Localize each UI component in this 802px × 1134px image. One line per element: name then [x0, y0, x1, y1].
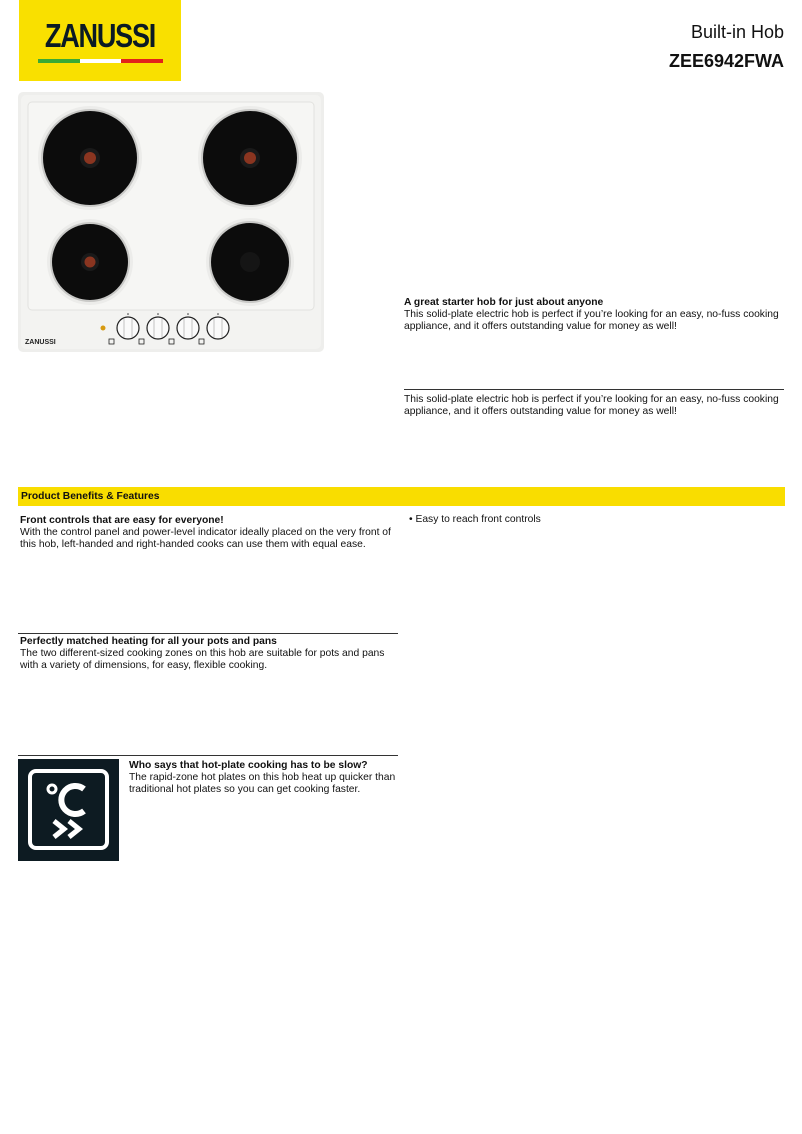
document-type: Built-in Hob — [690, 22, 784, 42]
feature-rapid-zone — [129, 760, 399, 797]
panel-brand-label: ZANUSSI — [25, 339, 56, 346]
intro-block — [404, 297, 784, 334]
cooking-zone-front-left — [47, 219, 133, 305]
feature-title: Perfectly matched heating for all your pots and pans — [20, 636, 277, 647]
product-image — [18, 92, 324, 352]
feature-body: The rapid-zone hot plates on this hob heat up quicker than traditional hot plates so you can get cooking faster. — [129, 772, 396, 796]
feature-title: Who says that hot-plate cooking has to be slow? — [129, 760, 368, 771]
stripe-white — [80, 59, 122, 63]
feature-body: With the control panel and power-level indicator ideally placed on the very front of this hob, left-handed and right-handed cooks can use them with equal ease. — [20, 527, 391, 551]
section-heading-band — [18, 487, 785, 506]
model-number: ZEE6942FWA — [668, 51, 784, 71]
feature-bullets — [409, 514, 541, 526]
bullet-item: • Easy to reach front controls — [409, 514, 541, 525]
power-indicator-light — [101, 326, 106, 331]
rapid-heat-celsius-icon — [18, 759, 119, 861]
zanussi-logo — [19, 0, 181, 81]
cooking-zone-front-right — [206, 218, 294, 306]
feature-front-controls — [20, 515, 398, 552]
stripe-green — [38, 59, 80, 63]
feature-divider — [18, 755, 398, 756]
logo-wordmark: ZANUSSI — [44, 17, 156, 54]
intro-body-repeat: This solid-plate electric hob is perfect if you’re looking for an easy, no-fuss cooking appliance, and it offers outstanding value for money as well! — [404, 394, 779, 418]
logo-tricolor-stripe — [38, 59, 163, 63]
hob-illustration — [18, 92, 324, 352]
intro-divider — [404, 389, 784, 390]
intro-title: A great starter hob for just about anyone — [404, 297, 604, 308]
feature-matched-heating — [20, 636, 398, 673]
section-heading: Product Benefits & Features — [21, 491, 160, 502]
cooking-zone-rear-left — [38, 106, 142, 210]
feature-title: Front controls that are easy for everyone! — [20, 515, 224, 526]
feature-body: The two different-sized cooking zones on this hob are suitable for pots and pans with a variety of dimensions, for easy, flexible cooking. — [20, 648, 385, 672]
stripe-red — [121, 59, 163, 63]
cooking-zone-rear-right — [198, 106, 302, 210]
feature-divider — [18, 633, 398, 634]
intro-body: This solid-plate electric hob is perfect if you’re looking for an easy, no-fuss cooking appliance, and it offers outstanding value for money as well! — [404, 309, 779, 333]
